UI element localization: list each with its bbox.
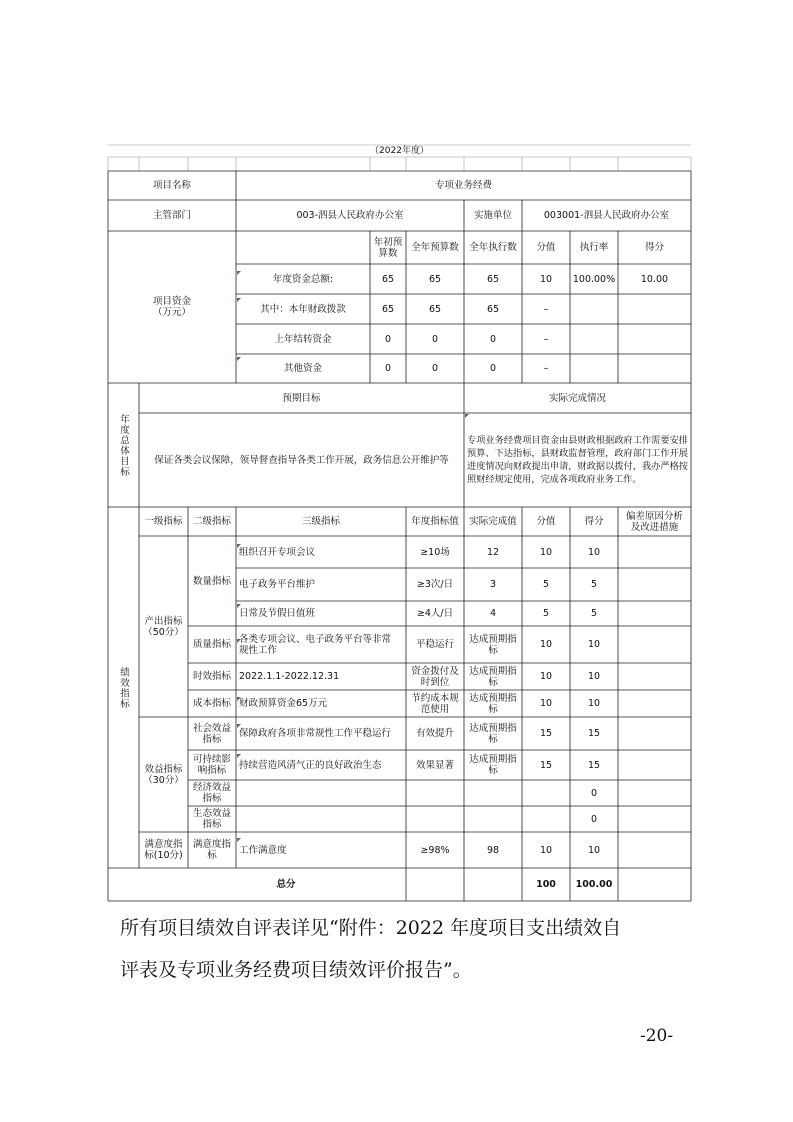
funds-row-exec: 0 [489,333,497,345]
perf-header: 偏差原因分析 及改进措施 [625,510,683,533]
cell-mark [237,544,241,548]
indicator-score: 10 [539,639,553,650]
indicator-name [236,780,406,806]
cell-mark [237,838,241,842]
indicator-got: 10 [587,546,601,558]
indicator-got: 15 [587,759,601,771]
perf-level2: 可持续影 响指标 [192,754,231,776]
indicator-actual: 12 [486,546,500,558]
total-score: 100 [536,879,556,890]
indicator-target: ≥4人/日 [416,608,454,619]
indicator-name: 持续营造风清气正的良好政治生态 [239,759,382,771]
indicator-target: 平稳运行 [415,639,454,650]
funds-row-full: 65 [428,273,442,285]
cell-mark [237,271,241,275]
perf-level1: 效益指标 （30分） [143,763,184,786]
indicator-score: 15 [539,759,553,771]
dept-label: 主管部门 [152,210,191,221]
indicator-got: 10 [587,844,601,856]
cell-mark [237,604,241,608]
project-name-label: 项目名称 [152,180,191,191]
indicator-target: 资金拨付及 时到位 [411,665,459,688]
funds-row-score: – [543,333,549,345]
indicator-actual [464,806,522,832]
perf-level1: 产出指标 （50分） [143,615,184,638]
indicator-score: 10 [539,844,553,856]
indicator-got: 5 [590,608,598,619]
funds-row-name: 其他资金 [283,363,322,374]
indicator-name: 组织召开专项会议 [239,546,316,558]
perf-level2: 社会效益 指标 [192,722,231,745]
funds-row-budget: 65 [381,273,395,285]
indicator-score: 5 [542,579,550,590]
unit-value: 003001-泗县人民政府办公室 [543,210,670,221]
funds-row-name: 上年结转资金 [274,333,332,345]
funds-row-score: – [543,363,549,374]
expected-goal-text: 保证各类会议保障，领导督查指导各类工作开展，政务信息公开维护等 [154,454,449,466]
indicator-name: 各类专项会议、电子政务平台等非常 规性工作 [239,633,392,656]
perf-indicator-label: 绩效指标 [118,666,129,709]
unit-label: 实施单位 [473,210,512,221]
indicator-got: 5 [590,579,598,590]
perf-level2: 数量指标 [192,575,231,587]
indicator-target: 节约成本规 范使用 [411,692,459,715]
indicator-got: 10 [587,671,601,682]
indicator-actual [464,780,522,806]
indicator-actual: 达成预期指 标 [469,754,517,776]
funds-row-got: 10.00 [640,273,669,285]
page-number: -20- [640,1026,674,1046]
year-caption: （2022年度） [370,145,429,156]
funds-row-full: 0 [431,363,439,374]
indicator-target: ≥3次/日 [416,579,454,590]
indicator-got: 10 [587,639,601,650]
funds-row-rate: 100.00% [572,273,616,285]
indicator-actual: 3 [489,579,497,590]
funds-label: 项目资金 （万元） [152,296,191,318]
funds-row-full: 0 [431,333,439,345]
actual-status-label: 实际完成情况 [548,392,606,404]
cell-mark [465,414,469,418]
cell-mark [237,639,241,643]
indicator-name: 保障政府各项非常规性工作平稳运行 [239,728,392,739]
funds-row-exec: 0 [489,363,497,374]
indicator-actual: 98 [486,844,500,856]
funds-row-got [618,354,691,383]
perf-level2: 质量指标 [192,639,231,650]
funds-row-rate [570,324,618,354]
indicator-actual: 达成预期指 标 [469,665,517,688]
indicator-actual: 4 [489,608,497,619]
funds-row-rate [570,354,618,383]
indicator-target: ≥10场 [420,546,450,558]
perf-header: 三级指标 [301,516,340,527]
funds-row-full: 65 [428,303,442,315]
perf-header: 年度指标值 [411,516,459,527]
perf-level1: 满意度指 标(10分) [144,839,183,861]
indicator-actual: 达成预期指 标 [469,633,517,656]
indicator-target: ≥98% [420,844,450,856]
indicator-got: 0 [590,813,598,825]
indicator-score: 10 [539,671,553,682]
funds-row-budget: 0 [384,363,392,374]
indicator-target [406,806,464,832]
perf-level2: 成本指标 [192,698,231,709]
indicator-got: 0 [590,787,598,799]
indicator-got: 10 [587,698,601,709]
funds-header: 得分 [644,242,664,253]
paragraph-line-1: 所有项目绩效自评表详见“附件：2022 年度项目支出绩效自 [120,917,622,939]
project-name: 专项业务经费 [434,180,492,191]
funds-header: 全年预算数 [411,242,459,253]
funds-row-budget: 0 [384,333,392,345]
perf-header: 分值 [536,516,556,527]
perf-header: 一级指标 [144,516,183,527]
indicator-target: 有效提升 [415,728,454,739]
perf-header: 二级指标 [192,516,231,527]
funds-row-exec: 65 [486,273,500,285]
indicator-actual: 达成预期指 标 [469,692,517,715]
total-label: 总分 [276,879,296,890]
total-got: 100.00 [575,879,613,890]
indicator-name [236,806,406,832]
indicator-score: 5 [542,608,550,619]
funds-row-score: – [543,303,549,315]
cell-mark [237,298,241,302]
funds-row-rate [570,294,618,324]
cell-mark [237,724,241,728]
funds-row-budget: 65 [381,303,395,315]
indicator-score: 15 [539,728,553,739]
indicator-score: 10 [539,546,553,558]
funds-header: 执行率 [579,242,609,253]
perf-header: 实际完成值 [469,516,517,527]
indicator-score [522,780,570,806]
perf-header: 得分 [584,516,604,527]
indicator-name: 2022.1.1-2022.12.31 [239,671,340,682]
funds-header: 全年执行数 [469,242,517,253]
indicator-name: 电子政务平台维护 [239,579,316,590]
funds-row-score: 10 [539,273,553,285]
perf-level2: 满意度指 标 [192,839,231,861]
cell-mark [237,357,241,361]
perf-level2: 时效指标 [192,671,231,682]
annual-goal-label: 年度总体目标 [118,413,129,477]
indicator-name: 工作满意度 [239,844,287,856]
indicator-target [406,780,464,806]
indicator-score: 10 [539,698,553,709]
funds-row-name: 其中：本年财政拨款 [260,303,346,315]
indicator-score [522,806,570,832]
funds-row-got [618,324,691,354]
indicator-name: 财政预算资金65万元 [239,698,328,709]
funds-row-exec: 65 [486,303,500,315]
perf-level2: 经济效益 指标 [192,782,231,804]
funds-header: 年初预 算数 [373,236,403,259]
indicator-actual: 达成预期指 标 [469,722,517,745]
actual-status-text: 专项业务经费项目资金由县财政根据政府工作需要安排预算、下达指标，县财政监督管理，政府部门工作开展进度情况向财政提出申请，财政据以拨付，我办严格按照财经规定使用，完成各项政府业务工作。 [467,435,688,485]
indicator-name: 日常及节假日值班 [239,608,316,619]
funds-row-got [618,294,691,324]
paragraph-line-2: 评表及专项业务经费项目绩效评价报告”。 [120,959,472,981]
perf-level2: 生态效益 指标 [192,808,231,830]
dept-value: 003-泗县人民政府办公室 [296,210,404,221]
indicator-got: 15 [587,728,601,739]
cell-mark [237,754,241,758]
expected-goal-label: 预期目标 [282,392,321,404]
funds-header: 分值 [536,242,556,253]
funds-row-name: 年度资金总额: [272,273,334,285]
cell-mark [237,697,241,701]
indicator-target: 效果显著 [415,759,454,771]
